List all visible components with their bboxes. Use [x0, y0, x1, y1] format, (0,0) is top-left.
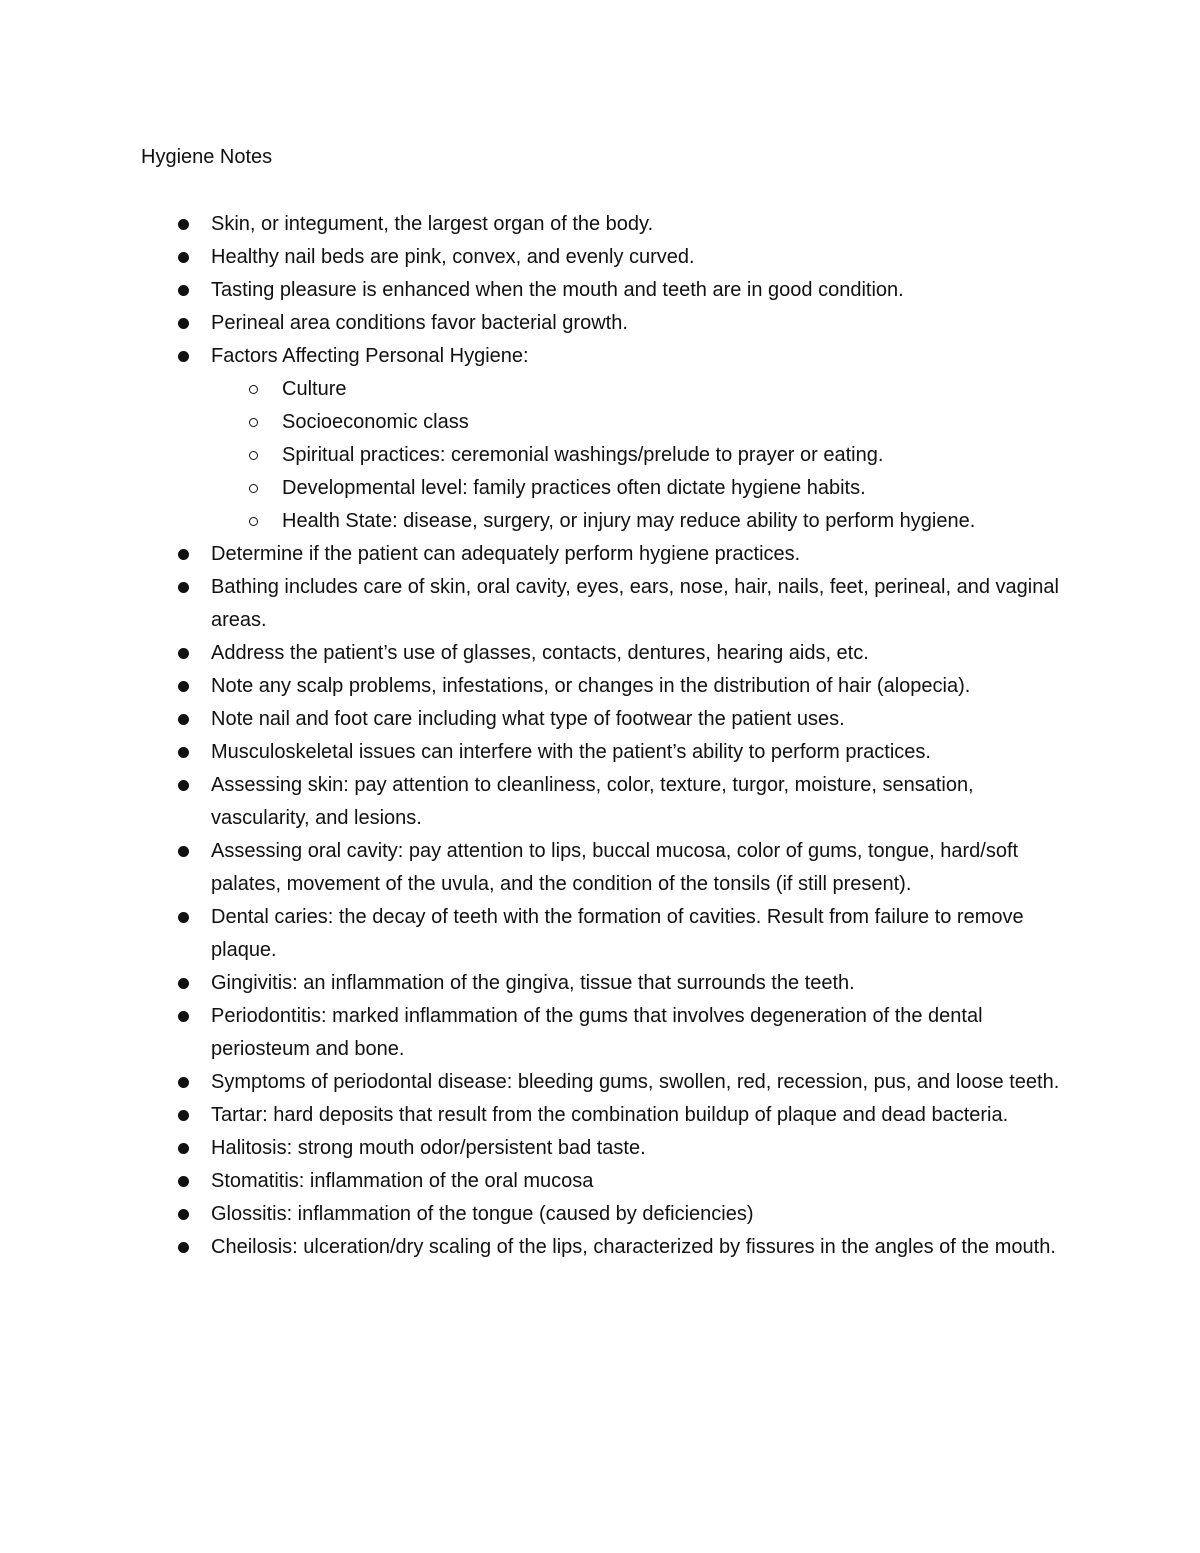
bullet-icon: [178, 648, 189, 659]
sub-list-item: [0, 373, 1102, 406]
sub-list-item: [0, 472, 1102, 505]
list-item-text: Healthy nail beds are pink, convex, and evenly curved.: [211, 246, 695, 268]
list-item: [0, 769, 1061, 835]
hollow-bullet-icon: [249, 385, 258, 394]
list-item-text: Perineal area conditions favor bacterial growth.: [211, 312, 628, 334]
list-item: [0, 1231, 1061, 1264]
hollow-bullet-icon: [249, 451, 258, 460]
sub-list-item: [0, 505, 1102, 538]
bullet-icon: [178, 714, 189, 725]
hollow-bullet-icon: [249, 418, 258, 427]
list-item-text: Periodontitis: marked inflammation of the gums that involves degeneration of the dental periosteum and bone.: [211, 1005, 983, 1060]
bullet-icon: [178, 747, 189, 758]
bullet-icon: [178, 1209, 189, 1220]
list-item-text: Bathing includes care of skin, oral cavity, eyes, ears, nose, hair, nails, feet, perineal, and vaginal areas.: [211, 576, 1059, 631]
sub-list-item: [0, 406, 1102, 439]
list-item-text: Dental caries: the decay of teeth with the formation of cavities. Result from failure to remove plaque.: [211, 906, 1024, 961]
list-item-text: Note any scalp problems, infestations, or changes in the distribution of hair (alopecia).: [211, 675, 971, 697]
bullet-icon: [178, 351, 189, 362]
list-item: [0, 1198, 1061, 1231]
list-item-text: Cheilosis: ulceration/dry scaling of the lips, characterized by fissures in the angles of the mouth.: [211, 1236, 1056, 1258]
list-item: [0, 571, 1061, 637]
list-item: [0, 901, 1061, 967]
list-item-text: Skin, or integument, the largest organ of the body.: [211, 213, 654, 235]
bullet-icon: [178, 1110, 189, 1121]
list-item: [0, 1099, 1061, 1132]
list-item: [0, 1000, 1061, 1066]
sub-bullet-list: [211, 373, 1061, 538]
list-item: [0, 1165, 1061, 1198]
list-item-text: Factors Affecting Personal Hygiene:: [211, 345, 529, 367]
list-item: [0, 703, 1061, 736]
bullet-icon: [178, 912, 189, 923]
list-item-text: Assessing oral cavity: pay attention to lips, buccal mucosa, color of gums, tongue, hard/soft palates, movement of the uvula, and the condition of the tonsils (if still present).: [211, 840, 1019, 895]
bullet-icon: [178, 681, 189, 692]
bullet-icon: [178, 285, 189, 296]
list-item: [0, 340, 1061, 538]
list-item-text: Tasting pleasure is enhanced when the mouth and teeth are in good condition.: [211, 279, 904, 301]
sub-list-item-text: Socioeconomic class: [282, 411, 469, 433]
list-item-text: Determine if the patient can adequately perform hygiene practices.: [211, 543, 801, 565]
list-item-text: Gingivitis: an inflammation of the gingiva, tissue that surrounds the teeth.: [211, 972, 855, 994]
bullet-icon: [178, 1176, 189, 1187]
list-item-text: Halitosis: strong mouth odor/persistent bad taste.: [211, 1137, 646, 1159]
list-item-text: Note nail and foot care including what type of footwear the patient uses.: [211, 708, 845, 730]
list-item-text: Tartar: hard deposits that result from the combination buildup of plaque and dead bacteria.: [211, 1104, 1009, 1126]
sub-list-item-text: Health State: disease, surgery, or injury may reduce ability to perform hygiene.: [282, 510, 976, 532]
list-item: [0, 307, 1061, 340]
bullet-icon: [178, 549, 189, 560]
list-item: [0, 1066, 1061, 1099]
list-item: [0, 274, 1061, 307]
list-item: [0, 736, 1061, 769]
hollow-bullet-icon: [249, 517, 258, 526]
list-item-text: Address the patient’s use of glasses, contacts, dentures, hearing aids, etc.: [211, 642, 869, 664]
bullet-icon: [178, 1242, 189, 1253]
bullet-icon: [178, 318, 189, 329]
bullet-icon: [178, 1143, 189, 1154]
list-item-text: Assessing skin: pay attention to cleanliness, color, texture, turgor, moisture, sensation, vascularity, and lesions.: [211, 774, 974, 829]
list-item: [0, 967, 1061, 1000]
bullet-icon: [178, 1077, 189, 1088]
document-title: Hygiene Notes: [141, 146, 273, 168]
notes-bullet-list: [0, 208, 1200, 1264]
list-item-text: Glossitis: inflammation of the tongue (caused by deficiencies): [211, 1203, 754, 1225]
hollow-bullet-icon: [249, 484, 258, 493]
list-item: [0, 208, 1061, 241]
list-item: [0, 1132, 1061, 1165]
bullet-icon: [178, 219, 189, 230]
list-item: [0, 241, 1061, 274]
list-item-text: Symptoms of periodontal disease: bleeding gums, swollen, red, recession, pus, and loose teeth.: [211, 1071, 1060, 1093]
bullet-icon: [178, 846, 189, 857]
bullet-icon: [178, 252, 189, 263]
list-item-text: Stomatitis: inflammation of the oral mucosa: [211, 1170, 594, 1192]
list-item-text: Musculoskeletal issues can interfere with the patient’s ability to perform practices.: [211, 741, 931, 763]
sub-list-item-text: Developmental level: family practices often dictate hygiene habits.: [282, 477, 866, 499]
bullet-icon: [178, 1011, 189, 1022]
bullet-icon: [178, 978, 189, 989]
sub-list-item-text: Spiritual practices: ceremonial washings/prelude to prayer or eating.: [282, 444, 884, 466]
list-item: [0, 835, 1061, 901]
bullet-icon: [178, 582, 189, 593]
sub-list-item: [0, 439, 1102, 472]
list-item: [0, 637, 1061, 670]
sub-list-item-text: Culture: [282, 378, 347, 400]
list-item: [0, 538, 1061, 571]
bullet-icon: [178, 780, 189, 791]
list-item: [0, 670, 1061, 703]
